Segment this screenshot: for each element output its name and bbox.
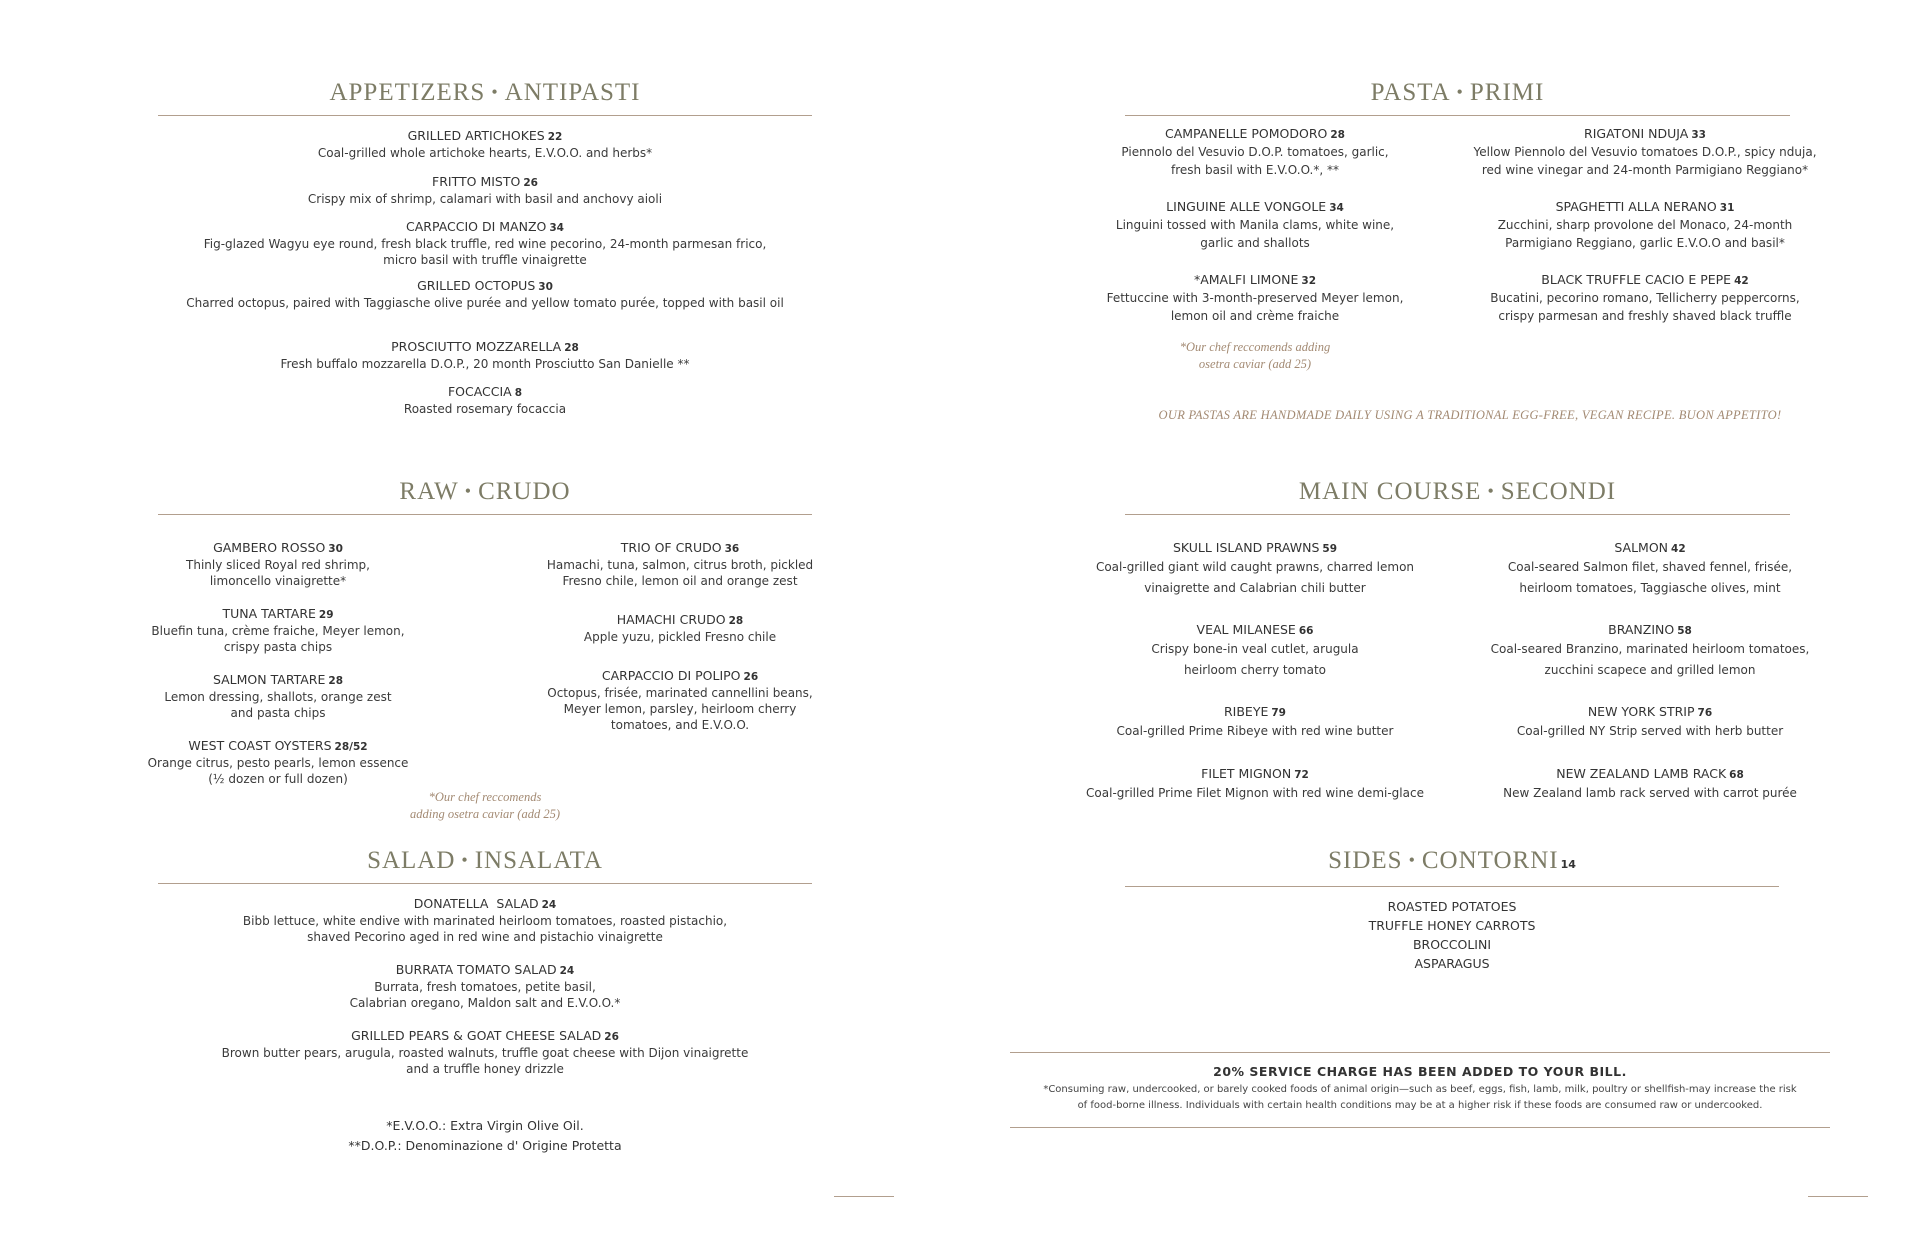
item-desc: Coal-seared Salmon filet, shaved fennel, frisée, — [1507, 560, 1793, 574]
item-name: BURRATA TOMATO SALAD — [395, 962, 557, 977]
item-desc: Crispy bone-in veal cutlet, arugula — [1151, 642, 1359, 656]
menu-item — [530, 540, 830, 612]
item-price: 30 — [328, 543, 343, 555]
menu-item — [1070, 766, 1440, 804]
menu-item — [1450, 199, 1840, 272]
item-desc: Roasted rosemary focaccia — [403, 402, 567, 416]
page-corner-rule-left — [834, 1196, 894, 1197]
footnote-dop: **D.O.P.: Denominazione d' Origine Protetta — [348, 1138, 622, 1153]
item-desc: and pasta chips — [230, 706, 326, 720]
item-name: BRANZINO — [1608, 622, 1675, 637]
item-price: 36 — [724, 543, 740, 555]
item-desc: (½ dozen or full dozen) — [208, 772, 348, 786]
item-price: 28 — [564, 342, 579, 354]
secondi-left-col — [1070, 540, 1440, 804]
item-name: SALMON TARTARE — [212, 672, 326, 687]
item-desc: fresh basil with E.V.O.O.*, ** — [1171, 163, 1339, 177]
salad-title: SALAD • INSALATA — [158, 846, 812, 884]
item-name: SPAGHETTI ALLA NERANO — [1555, 199, 1717, 214]
item-desc: Coal-grilled NY Strip served with herb butter — [1516, 724, 1784, 738]
item-price: 66 — [1298, 625, 1314, 637]
item-price: 24 — [541, 899, 557, 911]
menu-item — [1090, 126, 1420, 199]
appetizers-title: APPETIZERS • ANTIPASTI — [158, 78, 812, 116]
item-price: 68 — [1729, 769, 1744, 781]
item-desc: shaved Pecorino aged in red wine and pistachio vinaigrette — [307, 930, 663, 944]
item-price: 42 — [1734, 275, 1749, 287]
item-price: 8 — [514, 387, 523, 399]
secondi-section — [1125, 477, 1790, 515]
menu-item — [138, 672, 418, 738]
item-desc: Zucchini, sharp provolone del Monaco, 24-month — [1497, 218, 1793, 232]
crudo-left-col — [138, 540, 418, 787]
menu-item — [1090, 199, 1420, 272]
item-name: DONATELLA SALAD — [413, 896, 539, 911]
item-desc: Bucatini, pecorino romano, Tellicherry peppercorns, — [1490, 291, 1800, 305]
item-desc: Meyer lemon, parsley, heirloom cherry — [563, 702, 797, 716]
item-price: 29 — [318, 609, 334, 621]
item-price: 59 — [1322, 543, 1338, 555]
item-name: LINGUINE ALLE VONGOLE — [1166, 199, 1327, 214]
crudo-title: RAW • CRUDO — [158, 477, 812, 515]
item-desc: and a truffle honey drizzle — [406, 1062, 564, 1076]
item-desc: micro basil with truffle vinaigrette — [383, 253, 587, 267]
item-price: 26 — [743, 671, 759, 683]
sides-title: SIDES • CONTORNI 14 — [1125, 846, 1779, 887]
item-name: GRILLED OCTOPUS — [417, 278, 536, 293]
item-desc: Linguini tossed with Manila clams, white wine, — [1115, 218, 1395, 232]
item-desc: Bluefin tuna, crème fraiche, Meyer lemon, — [151, 624, 405, 638]
menu-item — [530, 612, 830, 668]
secondi-right-col — [1470, 540, 1830, 804]
item-desc: heirloom tomatoes, Taggiasche olives, mint — [1519, 581, 1781, 595]
menu-item — [1470, 766, 1830, 804]
item-desc: Coal-grilled giant wild caught prawns, charred lemon — [1095, 560, 1415, 574]
item-price: 30 — [538, 281, 553, 293]
menu-item — [158, 174, 812, 219]
item-desc: Thinly sliced Royal red shrimp, — [186, 558, 370, 572]
menu-item — [1070, 704, 1440, 766]
item-desc: zucchini scapece and grilled lemon — [1544, 663, 1756, 677]
menu-item — [158, 1028, 812, 1077]
item-price: 58 — [1677, 625, 1692, 637]
item-name: SALMON — [1614, 540, 1669, 555]
item-name: FOCACCIA — [447, 384, 512, 399]
menu-item — [138, 540, 418, 606]
menu-item — [530, 668, 830, 733]
item-desc: New Zealand lamb rack served with carrot purée — [1503, 786, 1797, 800]
item-desc: Charred octopus, paired with Taggiasche olive purée and yellow tomato purée, topped with basil oil — [186, 296, 784, 310]
menu-item — [158, 896, 812, 962]
salad-list — [158, 896, 812, 1077]
item-name: NEW YORK STRIP — [1587, 704, 1695, 719]
item-desc: Coal-seared Branzino, marinated heirloom tomatoes, — [1490, 642, 1810, 656]
item-desc: Hamachi, tuna, salmon, citrus broth, pickled — [546, 558, 814, 572]
menu-item — [1450, 272, 1840, 325]
item-desc: Fettuccine with 3-month-preserved Meyer lemon, — [1106, 291, 1404, 305]
menu-item — [158, 339, 812, 384]
crudo-chef-note: *Our chef reccomends adding osetra caviar (add 25) — [410, 790, 560, 821]
item-desc: garlic and shallots — [1200, 236, 1310, 250]
item-desc: Calabrian oregano, Maldon salt and E.V.O.O.* — [349, 996, 621, 1010]
item-desc: Bibb lettuce, white endive with marinated heirloom tomatoes, roasted pistachio, — [242, 914, 728, 928]
appetizers-section — [158, 78, 812, 116]
page-corner-rule-right — [1808, 1196, 1868, 1197]
item-desc: vinaigrette and Calabrian chili butter — [1144, 581, 1366, 595]
item-name: HAMACHI CRUDO — [616, 612, 726, 627]
item-name: TRIO OF CRUDO — [620, 540, 722, 555]
sides-list — [1125, 897, 1779, 973]
footnote-evoo: *E.V.O.O.: Extra Virgin Olive Oil. — [386, 1118, 584, 1133]
crudo-right-col — [530, 540, 830, 733]
service-charge-title: 20% SERVICE CHARGE HAS BEEN ADDED TO YOUR BILL. — [1213, 1064, 1627, 1079]
item-desc: Coal-grilled Prime Ribeye with red wine butter — [1116, 724, 1394, 738]
pasta-right-col — [1450, 126, 1840, 325]
item-price: 26 — [604, 1031, 619, 1043]
service-bottom-rule — [1010, 1127, 1830, 1128]
crudo-section — [158, 477, 812, 515]
item-desc: heirloom cherry tomato — [1183, 663, 1327, 677]
sides-section — [1125, 846, 1779, 887]
item-name: RIBEYE — [1223, 704, 1269, 719]
item-price: 34 — [1329, 202, 1344, 214]
menu-item — [1450, 126, 1840, 199]
service-warning-line: of food-borne illness. Individuals with certain health conditions may be at a higher risk if these foods are consumed raw or undercooked. — [1077, 1100, 1763, 1111]
item-name: CAMPANELLE POMODORO — [1164, 126, 1328, 141]
menu-item — [1070, 540, 1440, 622]
item-desc: Burrata, fresh tomatoes, petite basil, — [374, 980, 596, 994]
footnotes — [158, 1116, 812, 1156]
pasta-section — [1125, 78, 1790, 116]
item-desc: Orange citrus, pesto pearls, lemon essence — [147, 756, 409, 770]
item-name: CARPACCIO DI MANZO — [406, 219, 547, 234]
item-price: 34 — [549, 222, 564, 234]
item-desc: Piennolo del Vesuvio D.O.P. tomatoes, garlic, — [1121, 145, 1389, 159]
list-item: BROCCOLINI — [1412, 937, 1492, 952]
item-price: 28 — [328, 675, 344, 687]
item-desc: Coal-grilled whole artichoke hearts, E.V.O.O. and herbs* — [317, 146, 653, 160]
item-name: WEST COAST OYSTERS — [188, 738, 332, 753]
item-desc: Brown butter pears, arugula, roasted walnuts, truffle goat cheese with Dijon vinaigrette — [221, 1046, 749, 1060]
list-item: ASPARAGUS — [1414, 956, 1490, 971]
item-name: RIGATONI NDUJA — [1584, 126, 1689, 141]
item-desc: red wine vinegar and 24-month Parmigiano Reggiano* — [1481, 163, 1809, 177]
item-price: 32 — [1301, 275, 1317, 287]
item-price: 42 — [1671, 543, 1686, 555]
pasta-title: PASTA • PRIMI — [1125, 78, 1790, 116]
item-name: BLACK TRUFFLE CACIO E PEPE — [1541, 272, 1732, 287]
menu-item — [1070, 622, 1440, 704]
item-desc: Lemon dressing, shallots, orange zest — [164, 690, 392, 704]
menu-item — [158, 219, 812, 278]
item-desc: Coal-grilled Prime Filet Mignon with red wine demi-glace — [1086, 786, 1424, 800]
item-name: CARPACCIO DI POLIPO — [601, 668, 741, 683]
item-name: VEAL MILANESE — [1196, 622, 1296, 637]
item-name: PROSCIUTTO MOZZARELLA — [391, 339, 562, 354]
item-desc: Fresh buffalo mozzarella D.O.P., 20 month Prosciutto San Danielle ** — [280, 357, 690, 371]
item-desc: Yellow Piennolo del Vesuvio tomatoes D.O.P., spicy nduja, — [1473, 145, 1817, 159]
item-name: TUNA TARTARE — [222, 606, 316, 621]
item-name: *AMALFI LIMONE — [1193, 272, 1299, 287]
salad-section — [158, 846, 812, 884]
menu-item — [158, 278, 812, 339]
item-name: GRILLED ARTICHOKES — [407, 128, 545, 143]
item-price: 28 — [1330, 129, 1345, 141]
pasta-left-col — [1090, 126, 1420, 325]
menu-item — [1470, 704, 1830, 766]
item-desc: Octopus, frisée, marinated cannellini beans, — [547, 686, 813, 700]
appetizers-list — [158, 128, 812, 417]
menu-item — [158, 128, 812, 174]
menu-item — [1470, 622, 1830, 704]
pasta-banner: OUR PASTAS ARE HANDMADE DAILY USING A TRADITIONAL EGG-FREE, VEGAN RECIPE. BUON APPETITO! — [1158, 408, 1782, 422]
pasta-chef-note: *Our chef reccomends adding osetra caviar (add 25) — [1179, 340, 1331, 371]
service-top-rule — [1010, 1052, 1830, 1053]
service-notice — [1010, 1064, 1830, 1114]
item-price: 33 — [1691, 129, 1706, 141]
item-desc: crispy pasta chips — [223, 640, 333, 654]
sides-price: 14 — [1560, 858, 1576, 871]
menu-item — [158, 962, 812, 1028]
item-price: 26 — [523, 177, 538, 189]
menu-item — [1090, 272, 1420, 325]
menu-item — [158, 384, 812, 417]
item-name: FILET MIGNON — [1201, 766, 1292, 781]
item-price: 76 — [1697, 707, 1713, 719]
list-item: TRUFFLE HONEY CARROTS — [1368, 918, 1536, 933]
item-price: 72 — [1294, 769, 1309, 781]
item-desc: Fresno chile, lemon oil and orange zest — [562, 574, 798, 588]
item-price: 22 — [547, 131, 563, 143]
item-name: SKULL ISLAND PRAWNS — [1172, 540, 1320, 555]
list-item: ROASTED POTATOES — [1387, 899, 1517, 914]
item-desc: Apple yuzu, pickled Fresno chile — [583, 630, 777, 644]
item-desc: crispy parmesan and freshly shaved black truffle — [1498, 309, 1792, 323]
menu-item — [138, 606, 418, 672]
item-desc: Parmigiano Reggiano, garlic E.V.O.O and basil* — [1505, 236, 1785, 250]
item-desc: limoncello vinaigrette* — [209, 574, 347, 588]
menu-item — [1470, 540, 1830, 622]
item-desc: lemon oil and crème fraiche — [1170, 309, 1340, 323]
item-name: NEW ZEALAND LAMB RACK — [1556, 766, 1727, 781]
menu-item — [138, 738, 418, 787]
item-name: FRITTO MISTO — [432, 174, 521, 189]
item-name: GRILLED PEARS & GOAT CHEESE SALAD — [351, 1028, 602, 1043]
item-name: GAMBERO ROSSO — [213, 540, 326, 555]
item-price: 28 — [728, 615, 744, 627]
item-price: 31 — [1719, 202, 1735, 214]
item-price: 28/52 — [334, 741, 368, 753]
item-desc: Crispy mix of shrimp, calamari with basil and anchovy aioli — [307, 192, 663, 206]
item-price: 24 — [559, 965, 575, 977]
item-desc: tomatoes, and E.V.O.O. — [610, 718, 750, 732]
secondi-title: MAIN COURSE • SECONDI — [1125, 477, 1790, 515]
item-desc: Fig-glazed Wagyu eye round, fresh black truffle, red wine pecorino, 24-month parmesan frico, — [203, 237, 767, 251]
service-warning-line: *Consuming raw, undercooked, or barely cooked foods of animal origin—such as beef, eggs, fish, lamb, milk, poultry or shellfish-may increase the risk — [1043, 1084, 1797, 1095]
item-price: 79 — [1271, 707, 1286, 719]
